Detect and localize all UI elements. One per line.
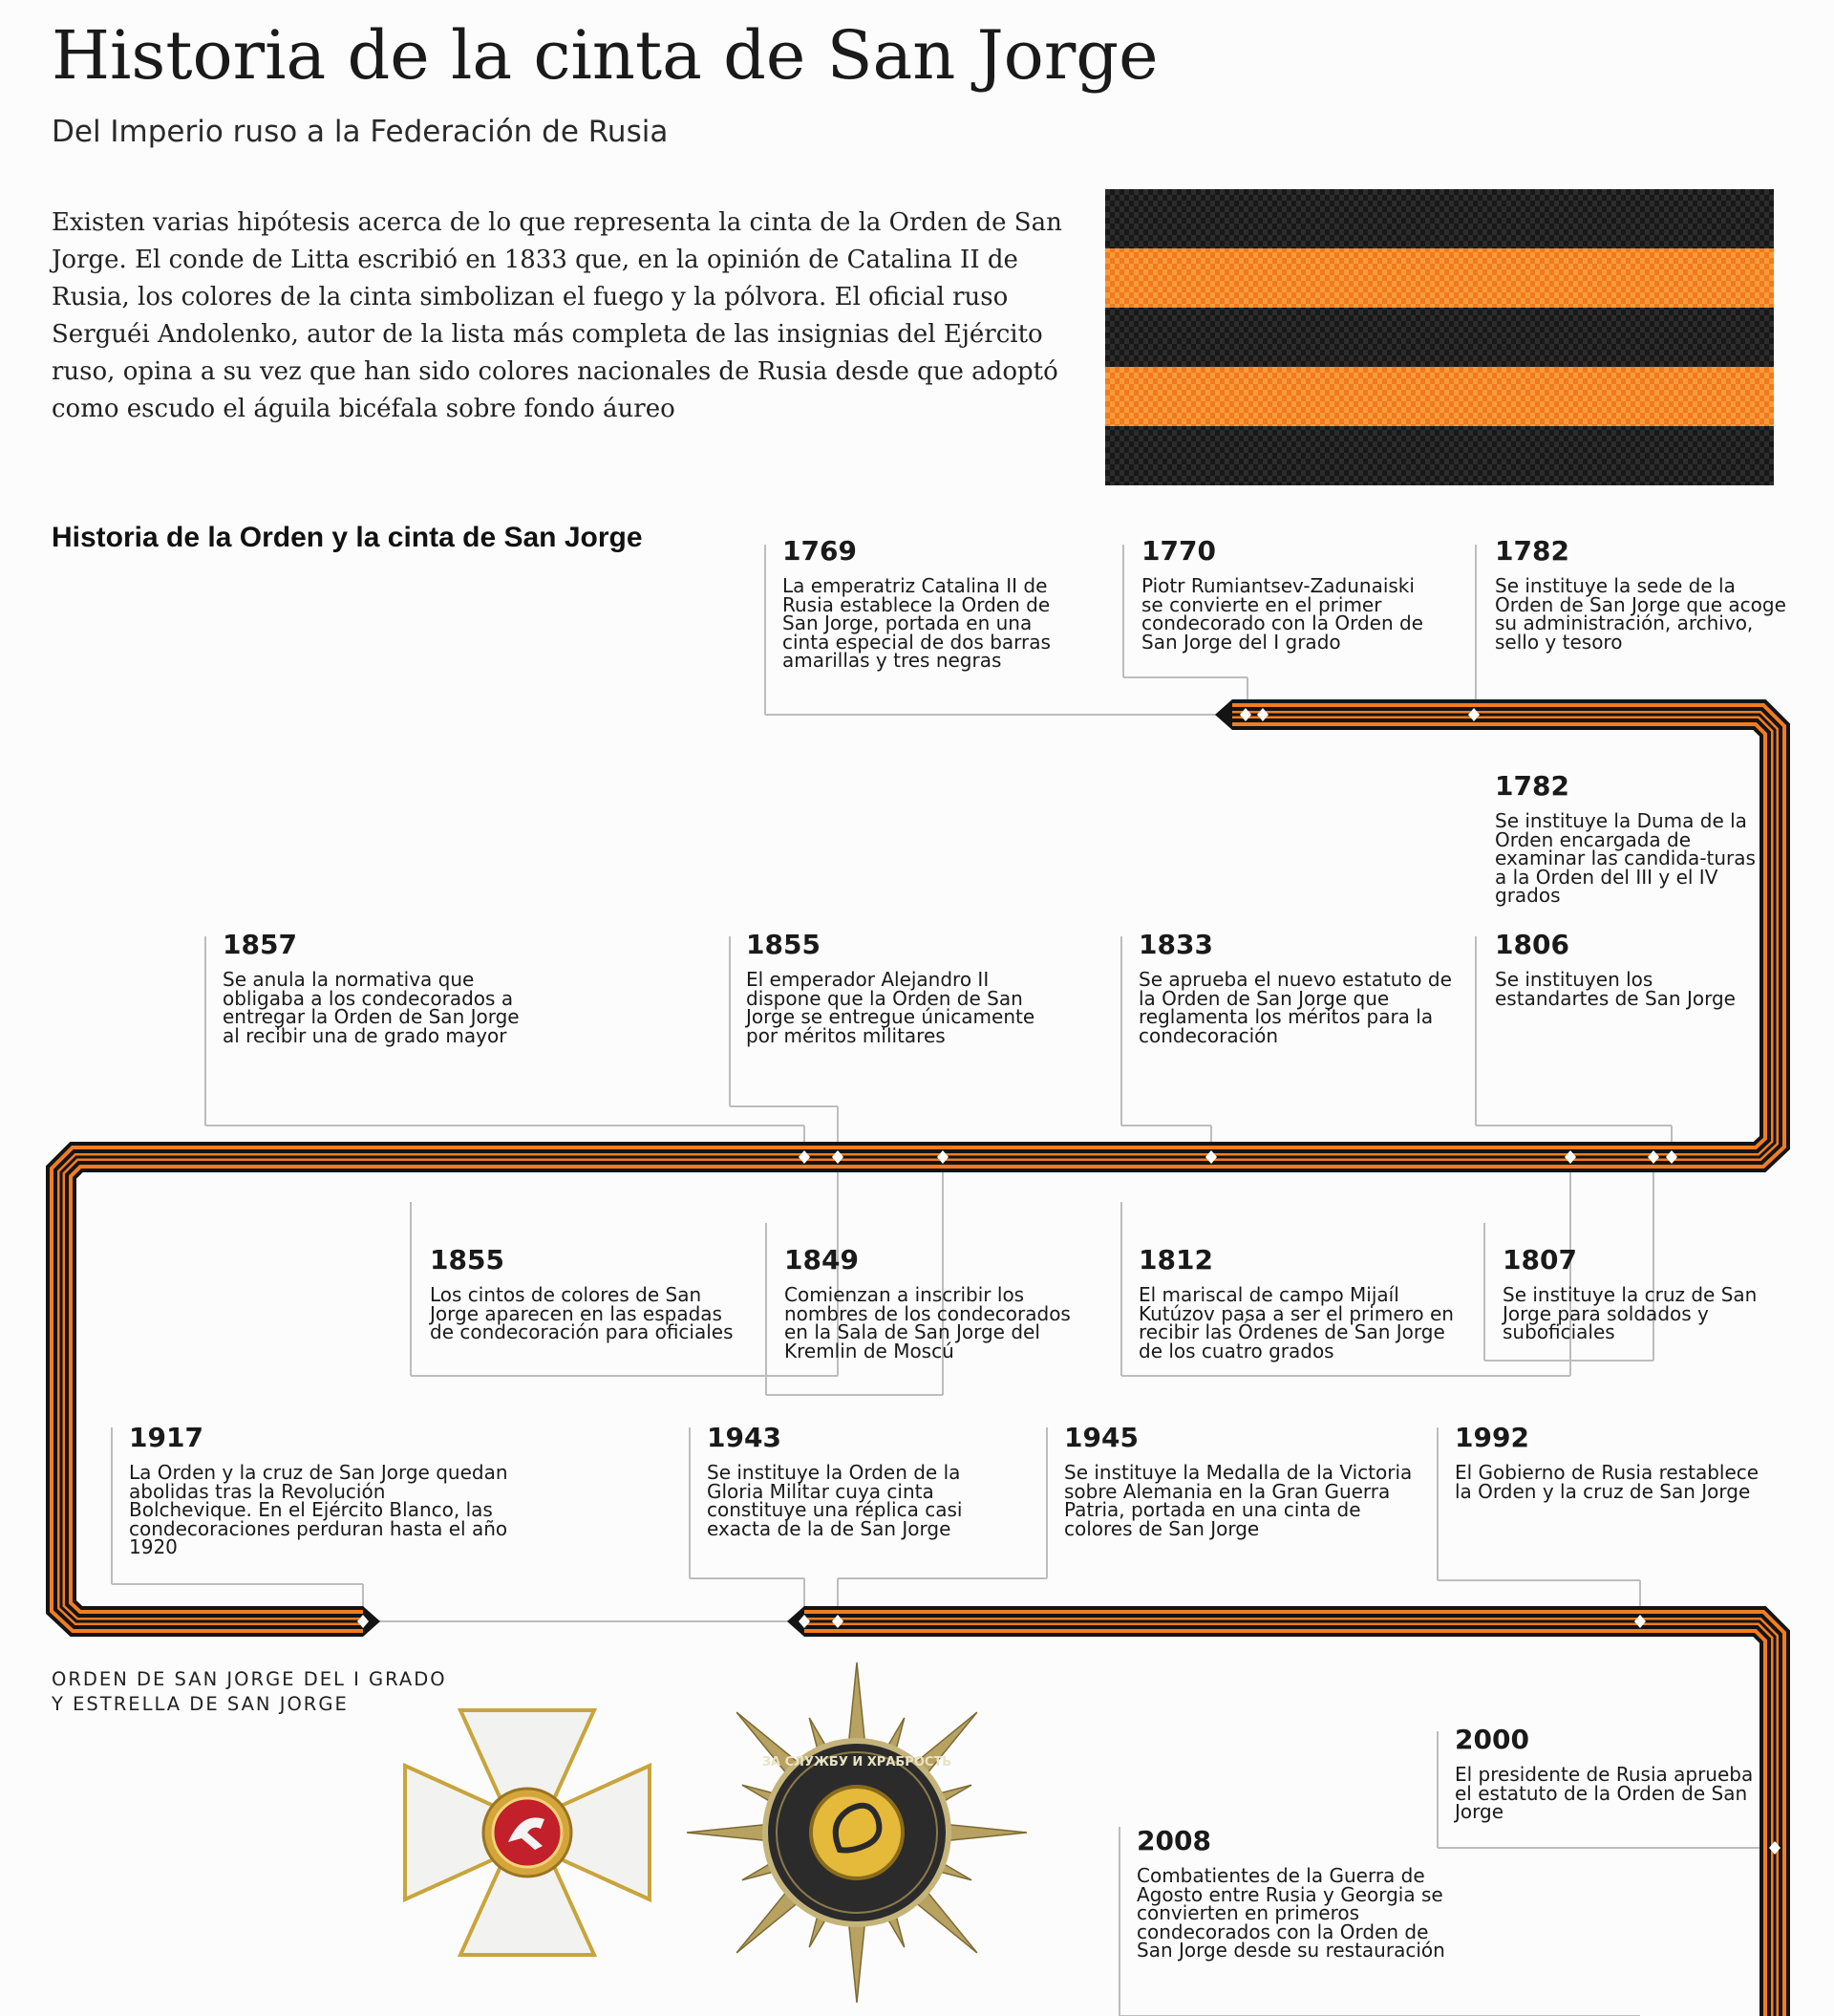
medals-caption-line1: ORDEN DE SAN JORGE DEL I GRADO xyxy=(52,1668,447,1690)
event-year: 2008 xyxy=(1137,1825,1211,1856)
event-year: 1782 xyxy=(1495,535,1569,567)
intro-paragraph: Existen varias hipótesis acerca de lo que representa la cinta de la Orden de San Jorge. El conde de Litta escribió en 1833 que, en la opinión de Catalina II de Rusia, los colores de la cinta simbolizan el fuego y la pólvora. El oficial ruso Serguéi Andolenko, autor de la lista más completa de las insignias del Ejército ruso, opina a su vez que han sido colores nacionales de Rusia desde que adoptó como escudo el águila bicéfala sobre fondo áureo xyxy=(52,208,1062,423)
order-star-image xyxy=(687,1662,1027,2003)
event-year: 1945 xyxy=(1064,1422,1139,1453)
event-year: 1770 xyxy=(1141,535,1216,567)
event-year: 1833 xyxy=(1139,929,1213,960)
event-description: La emperatriz Catalina II de Rusia establece la Orden de San Jorge, portada en una cinta especial de dos barras amarillas y tres negras xyxy=(782,574,1051,672)
event-year: 1992 xyxy=(1455,1422,1529,1453)
event-description: Se instituye la Medalla de la Victoria sobre Alemania en la Gran Guerra Patria, portada en una cinta de colores de San Jorge xyxy=(1064,1461,1413,1540)
event-description: Los cintos de colores de San Jorge aparecen en las espadas de condecoración para oficiales xyxy=(430,1283,734,1343)
page-subtitle: Del Imperio ruso a la Federación de Rusia xyxy=(52,115,669,149)
event-description: El presidente de Rusia aprueba el estatuto de la Orden de San Jorge xyxy=(1455,1763,1754,1823)
event-year: 1857 xyxy=(223,929,297,960)
event-year: 1782 xyxy=(1495,770,1569,802)
event-year: 1943 xyxy=(707,1422,781,1453)
event-year: 1769 xyxy=(782,535,857,567)
page-title: Historia de la cinta de San Jorge xyxy=(52,16,1159,95)
event-description: Comienzan a inscribir los nombres de los condecorados en la Sala de San Jorge del Kremlin de Moscú xyxy=(784,1283,1071,1362)
event-description: Piotr Rumiantsev-Zadunaiski se convierte en el primer condecorado con la Orden de San Jorge del I grado xyxy=(1141,574,1423,654)
event-description: El emperador Alejandro II dispone que la Orden de San Jorge se entregue únicamente por méritos militares xyxy=(746,968,1035,1047)
event-description: Se instituyen los estandartes de San Jorge xyxy=(1495,968,1736,1010)
event-year: 1812 xyxy=(1139,1244,1213,1276)
event-description: Se anula la normativa que obligaba a los condecorados a entregar la Orden de San Jorge al recibir una de grado mayor xyxy=(223,968,520,1047)
event-description: Se instituye la sede de la Orden de San Jorge que acoge su administración, archivo, sello y tesoro xyxy=(1495,574,1786,654)
timeline-title: Historia de la Orden y la cinta de San Jorge xyxy=(52,522,643,553)
event-year: 1806 xyxy=(1495,929,1569,960)
event-year: 2000 xyxy=(1455,1724,1529,1755)
event-description: Se instituye la cruz de San Jorge para soldados y suboficiales xyxy=(1503,1283,1758,1343)
star-motto: ЗА СЛУЖБУ И ХРАБРОСТЬ xyxy=(761,1755,952,1769)
event-description: El Gobierno de Rusia restablece la Orden y la cruz de San Jorge xyxy=(1455,1461,1759,1503)
event-description: Se aprueba el nuevo estatuto de la Orden de San Jorge que reglamenta los méritos para la condecoración xyxy=(1139,968,1452,1047)
event-description: Se instituye la Orden de la Gloria Militar cuya cinta constituye una réplica casi exacta de la de San Jorge xyxy=(707,1461,963,1540)
event-description: Combatientes de la Guerra de Agosto entre Rusia y Georgia se convierten en primeros condecorados con la Orden de San Jorge desde su restauración xyxy=(1137,1864,1445,1962)
event-year: 1917 xyxy=(129,1422,203,1453)
event-year: 1855 xyxy=(430,1244,504,1276)
event-description: La Orden y la cruz de San Jorge quedan abolidas tras la Revolución Bolchevique. En el Ejército Blanco, las condecoraciones perduran hasta el año 1920 xyxy=(129,1461,508,1558)
event-year: 1849 xyxy=(784,1244,859,1276)
medals-caption-line2: Y ESTRELLA DE SAN JORGE xyxy=(52,1693,349,1715)
event-year: 1855 xyxy=(746,929,821,960)
event-year: 1807 xyxy=(1503,1244,1577,1276)
event-description: El mariscal de campo Mijaíl Kutúzov pasa a ser el primero en recibir las Órdenes de San Jorge de los cuatro grados xyxy=(1139,1283,1454,1362)
order-cross-image xyxy=(405,1710,650,1955)
event-description: Se instituye la Duma de la Orden encargada de examinar las candida-turas a la Orden del III y el IV grados xyxy=(1495,809,1756,907)
